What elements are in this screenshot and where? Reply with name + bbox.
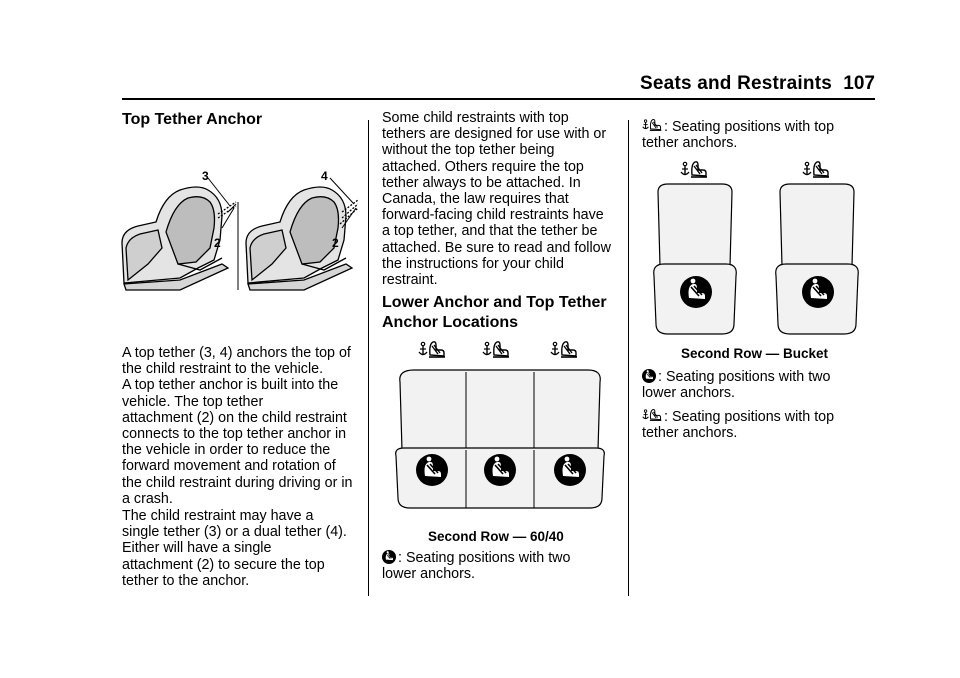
page-number: 107 bbox=[843, 73, 875, 94]
lower-anchor-icon bbox=[416, 454, 448, 486]
bucket-seats-illustration bbox=[650, 158, 866, 336]
lower-anchor-icon bbox=[802, 276, 834, 308]
header-rule bbox=[122, 98, 875, 100]
legend-lower-anchors-bucket: : Seating positions with two lower anchors. bbox=[642, 369, 831, 402]
lower-anchor-icon bbox=[642, 369, 656, 383]
legend-lower-anchors: : Seating positions with two lower anchors. bbox=[382, 550, 571, 583]
callout-4: 4 bbox=[321, 169, 328, 183]
section-heading-anchor-locations: Lower Anchor and Top Tether Anchor Locations bbox=[382, 294, 607, 331]
child-seat-right bbox=[246, 187, 358, 290]
tether-anchor-icon bbox=[551, 342, 577, 357]
child-seat-tether-illustration bbox=[118, 168, 358, 296]
callout-2-right: 2 bbox=[332, 236, 339, 250]
lower-anchor-icon bbox=[484, 454, 516, 486]
lower-anchor-icon bbox=[680, 276, 712, 308]
lower-anchor-icon bbox=[382, 550, 396, 564]
section-heading-top-tether-anchor: Top Tether Anchor bbox=[122, 111, 263, 128]
column-divider bbox=[628, 120, 629, 596]
callout-2-left: 2 bbox=[214, 236, 221, 250]
running-header-title: Seats and Restraints bbox=[640, 73, 832, 94]
paragraph-tether-types: The child restraint may have a single tether (3) or a dual tether (4). Either will have a single attachment (2) to secure the top tether to the anchor. bbox=[122, 508, 347, 589]
lower-anchor-icon bbox=[554, 454, 586, 486]
tether-anchor-icon bbox=[642, 407, 662, 423]
tether-anchor-icon bbox=[803, 162, 829, 177]
legend-top-tether-lower: : Seating positions with top tether anchors. bbox=[642, 409, 835, 442]
paragraph-top-tether-description: A top tether (3, 4) anchors the top of the child restraint to the vehicle. A top tether anchor is built into the vehicle. The top tether attachment (2) on the child restraint connects to the top tether anchor in the vehicle in order to reduce the forward movement and rotation of the child restraint during driving or in a crash. bbox=[122, 345, 353, 507]
tether-anchor-icon bbox=[419, 342, 445, 357]
figure-caption-60-40: Second Row — 60/40 bbox=[428, 529, 564, 544]
paragraph-tether-requirements: Some child restraints with top tethers are designed for use with or without the top tether being attached. Others require the top tether always to be attached. In Canada, the law requires that forward-facing child restraints have a top tether, and that the tether be attached. Be sure to read and follow the instructions for your child restraint. bbox=[382, 110, 611, 289]
column-divider bbox=[368, 120, 369, 596]
legend-top-tether-upper: : Seating positions with top tether anchors. bbox=[642, 119, 835, 152]
bench-seat-60-40-illustration bbox=[392, 338, 608, 524]
tether-anchor-icon bbox=[642, 117, 662, 133]
tether-anchor-icon bbox=[681, 162, 707, 177]
figure-caption-bucket: Second Row — Bucket bbox=[681, 346, 829, 361]
tether-anchor-icon bbox=[483, 342, 509, 357]
callout-3: 3 bbox=[202, 169, 209, 183]
